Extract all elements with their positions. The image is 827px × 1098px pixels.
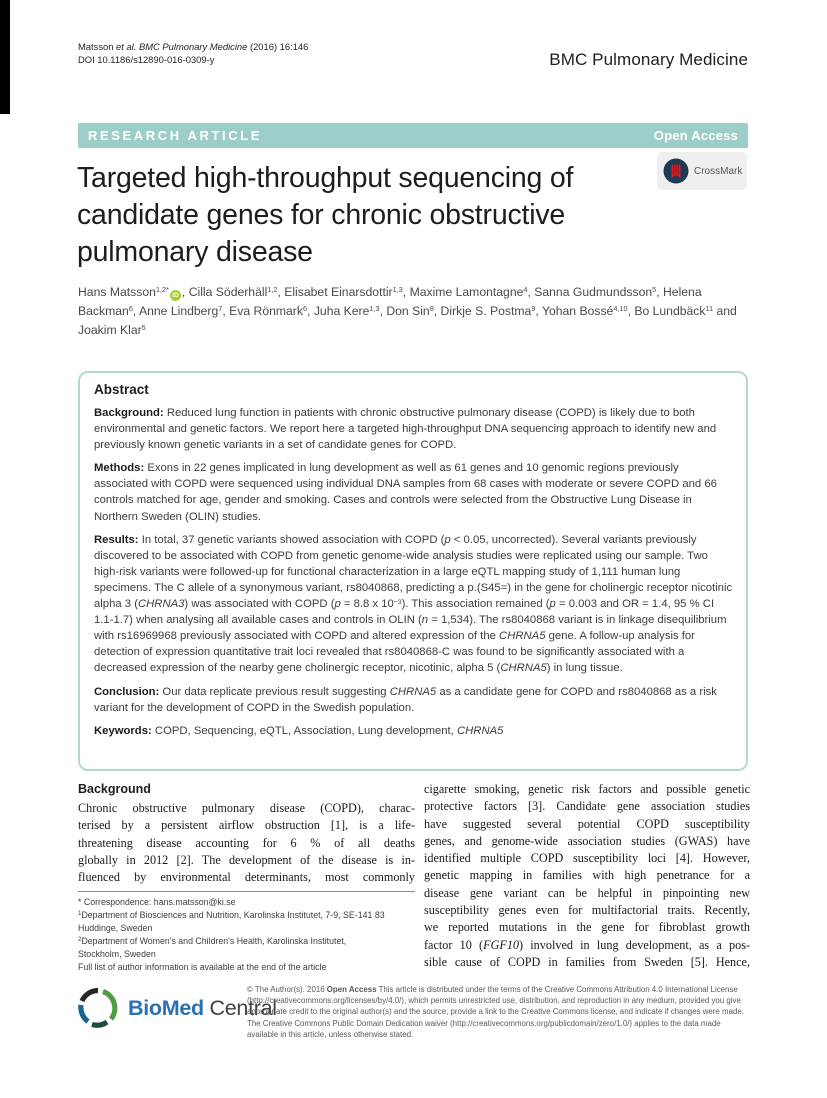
text-line: protective factors [3]. Candidate gene association studies [424,799,750,814]
text-line: factor 10 (FGF10) involved in lung development, as a pos- [424,937,750,952]
text-line: $^2$Department of Women's and Children's Health, Karolinska Institutet, [78,936,347,947]
background-paragraph-right [424,781,750,971]
text-line: sible cause of COPD in families from Sweden [5]. Hence, [424,954,750,969]
text-line: terised by a persistent airflow obstruction [1], is a life- [78,818,415,833]
crossmark-icon [662,157,690,185]
abstract-conclusion: Conclusion: Our data replicate previous result suggesting CHRNA5 as a candidate gene for COPD and rs8040868 as a risk variant for the development of COPD in the Swedish population. [94,685,717,714]
text-line: genes, and genome-wide association studies (GWAS) have [424,833,750,848]
research-article-banner [78,123,748,148]
text-line: susceptibility genes even for multifactorial traits. Recently, [424,903,750,918]
abstract-methods: Methods: Exons in 22 genes implicated in lung development as well as 61 genes and 10 genomic regions previously associated with COPD were sequenced using individual DNA samples from 68 cases with moderate or severe COPD and 66 controls matched for age, gender and smoking. Cases and controls were selected from the Obstructive Lung Disease in Northern Sweden (OLIN) studies. [94,462,717,523]
crossmark-badge[interactable] [657,152,747,190]
text-line: have suggested several potential COPD susceptibility [424,816,750,831]
author-list: Hans Matsson$^{1,2*}$iD , Cilla Söderhäll$^{1,2}$, Elisabet Einarsdottir$^{1,3}$, Maxime Lamontagne$^4$, Sanna Gudmundsson$^5$, Helena Backman$^6$, Anne Lindberg$^7$, Eva Rönmark$^6$, Juha Kere$^{1,3}$, Don Sin$^8$, Dirkje S. Postma$^9$, Yohan Bossé$^{4,10}$, Bo Lundbäck$^{11}$ and Joakim Klar$^5$ [78,285,737,337]
text-line: we reported mutations in the gene for fibroblast growth [424,920,750,935]
abstract-results: Results: In total, 37 genetic variants showed association with COPD (p < 0.05, uncorrected). Several variants previously discovered to be associated with COPD from genetic genome-wide analysis studies were replicated using our sample. Two high-risk variants were followed-up for functional characterization in a large eQTL mapping study of 1,111 human lung specimens. The C allele of a synonymous variant, rs8040868, predicting a p.(S45=) in the gene for cholinergic receptor nicotinic alpha 3 (CHRNA3) was associated with COPD (p = 8.8 x $10^{-3}$). This association remained (p = 0.003 and OR = 1.4, 95 % CI 1.1-1.7) when analysing all available cases and controls in OLIN (n = 1,534). The rs8040868 variant is in linkage disequilibrium with rs16969968 previously associated with COPD and altered expression of the CHRNA5 gene. A follow-up analysis for detection of expression quantitative trait loci revealed that rs8040868-C was found to be significantly associated with a decreased expression of the nearby gene cholinergic receptor, nicotinic, alpha 5 (CHRNA5) in lung tissue. [94,533,733,675]
text-line: threatening disease accounting for 6 % of all deaths [78,835,415,850]
open-access-label: Open Access [653,128,738,143]
abstract-background: Background: Reduced lung function in patients with chronic obstructive pulmonary disease (COPD) is likely due to both environmental and genetic factors. We report here a targeted high-throughput DNA sequencing approach to identify new and previously known genetic variants in a set of candidate genes for COPD. [94,407,717,452]
abstract-box [78,371,748,771]
text-line: globally in 2012 [2]. The development of the disease is in- [78,852,415,867]
page-edge-mark [0,0,10,114]
background-heading: Background [78,782,151,796]
article-citation: Matsson et al. BMC Pulmonary Medicine (2016) 16:146 [78,41,309,52]
text-line: fluenced by environmental determinants, most commonly [78,870,415,885]
text-line: Huddinge, Sweden [78,923,153,934]
footnotes [78,891,415,975]
text-line: identified multiple COPD susceptibility loci [4]. However, [424,851,750,866]
body-left-column [78,781,415,886]
article-title: Targeted high-throughput sequencing of candidate genes for chronic obstructive pulmonary disease [77,162,574,268]
body-right-column [424,781,750,971]
abstract-heading: Abstract [94,382,149,397]
crossmark-label: CrossMark [694,165,743,177]
text-line: Chronic obstructive pulmonary disease (COPD), charac- [78,801,415,815]
article-type-label: RESEARCH ARTICLE [88,128,263,143]
text-line: * Correspondence: hans.matsson@ki.se [78,897,236,907]
logo-text-central: Central [209,995,277,1020]
orcid-icon[interactable]: iD [170,290,181,301]
abstract-keywords: Keywords: COPD, Sequencing, eQTL, Association, Lung development, CHRNA5 [94,724,504,737]
text-line: $^1$Department of Biosciences and Nutrition, Karolinska Institutet, 7-9, SE-141 83 [78,910,385,921]
text-line: genetic mapping in families with high penetrance for a [424,868,750,883]
journal-name: BMC Pulmonary Medicine [549,50,748,69]
text-line: Stockholm, Sweden [78,949,156,960]
text-line: cigarette smoking, genetic risk factors and possible genetic [424,782,750,796]
biomed-circle-icon [76,986,120,1030]
text-line: disease gene variant can be helpful in pinpointing new [424,885,750,900]
background-paragraph-left [78,800,415,886]
copyright-text: © The Author(s). 2016 Open Access This article is distributed under the terms of the Creative Commons Attribution 4.0 International License (http://creativecommons.org/licenses/by/4.0/), which permits unrestricted use, distribution, and reproduction in any medium, provided you give appropriate credit to the original author(s) and the source, provide a link to the Creative Commons license, and indicate if changes were made. The Creative Commons Public Domain Dedication waiver (http://creativecommons.org/publicdomain/zero/1.0/) applies to the data made available in this article, unless otherwise stated. [247,985,744,1039]
article-doi: DOI 10.1186/s12890-016-0309-y [78,54,215,65]
text-line: Full list of author information is available at the end of the article [78,962,327,973]
logo-text-biomed: BioMed [128,995,204,1020]
article-citation-block [78,40,478,66]
